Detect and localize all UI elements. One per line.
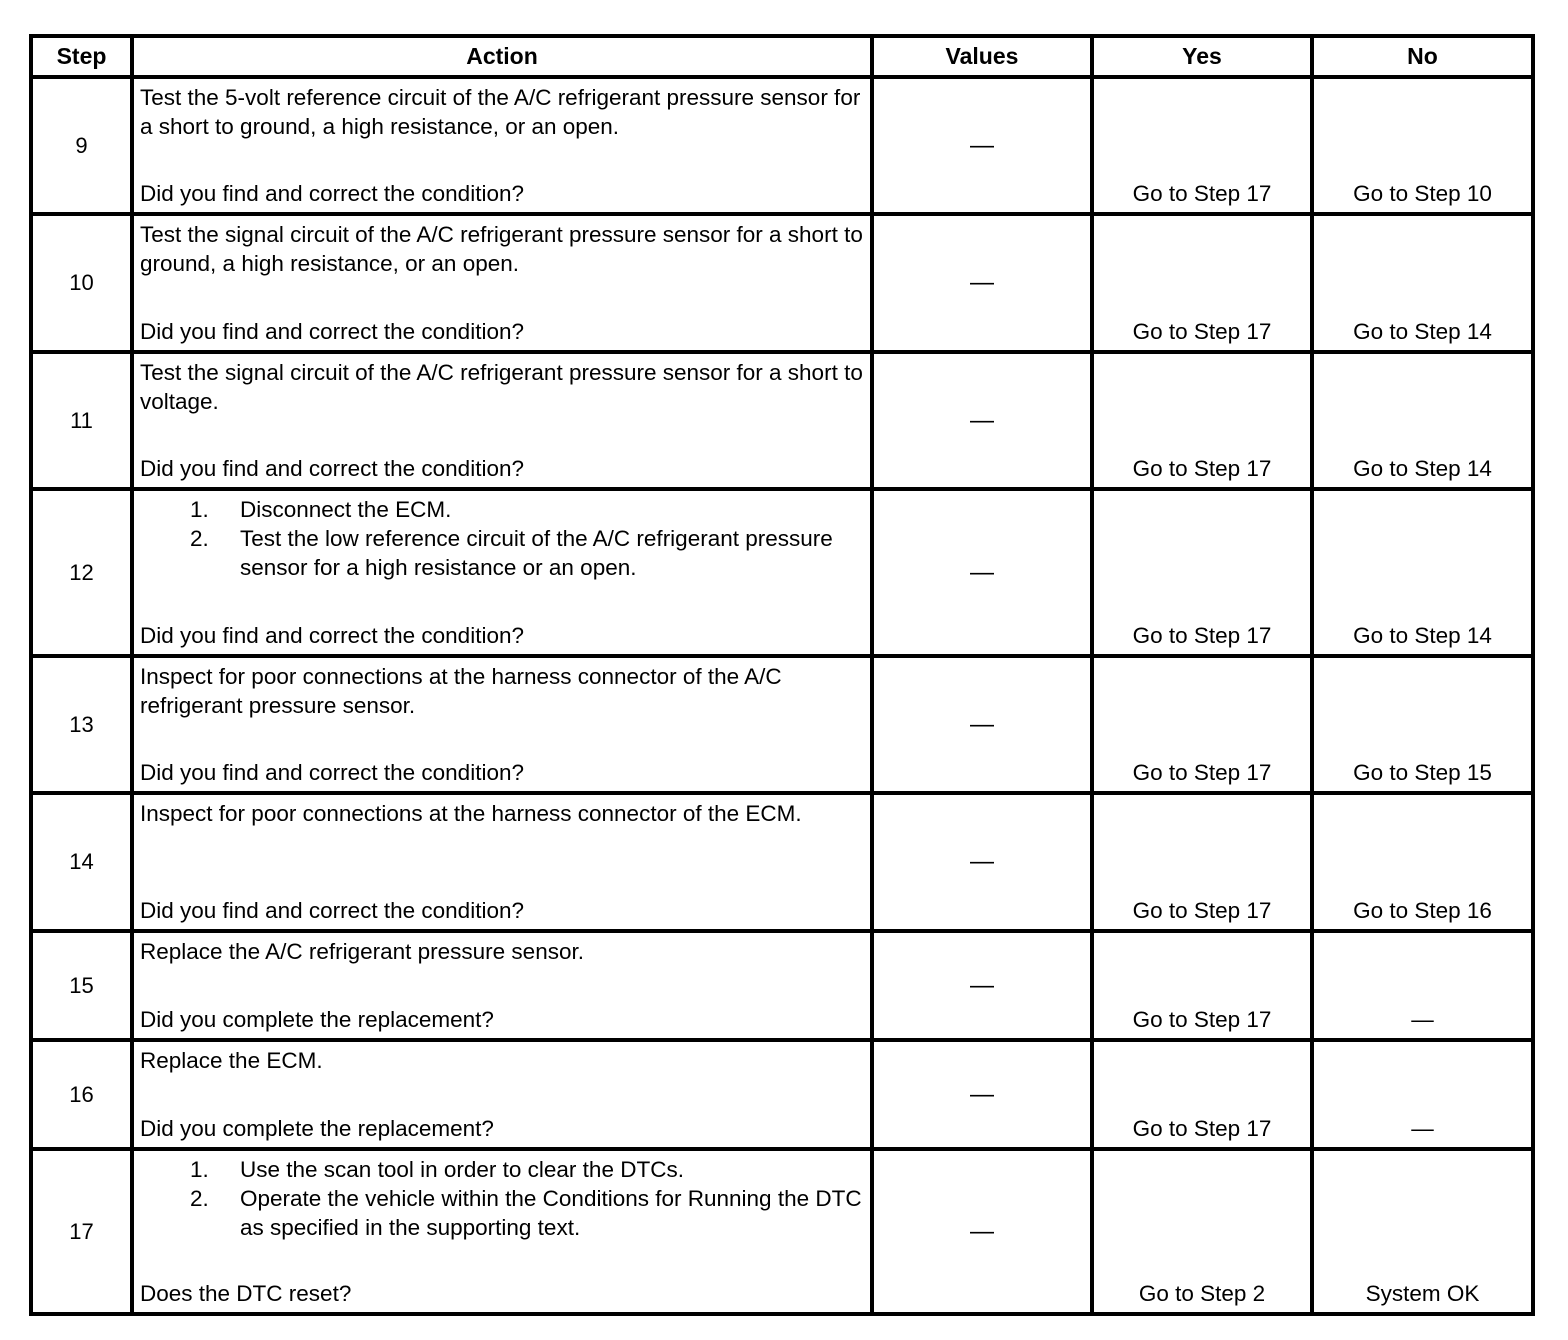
no-cell — [1312, 352, 1533, 489]
list-text: Disconnect the ECM. — [240, 497, 452, 522]
no-cell — [1312, 1040, 1533, 1149]
step-cell — [31, 1040, 132, 1149]
values-cell — [872, 352, 1092, 489]
yes-result: Go to Step 17 — [1132, 623, 1272, 648]
step-number: 16 — [69, 1081, 94, 1107]
action-text: Inspect for poor connections at the harness connector of the A/C refrigerant pressure sensor. — [140, 664, 782, 718]
header-row — [31, 36, 1533, 77]
values-text: — — [970, 848, 994, 875]
list-text: Use the scan tool in order to clear the DTCs. — [240, 1157, 684, 1182]
action-cell — [132, 931, 872, 1040]
table-row — [31, 1149, 1533, 1314]
values-cell — [872, 931, 1092, 1040]
step-cell — [31, 77, 132, 214]
step-number: 15 — [69, 972, 94, 998]
header-action: Action — [132, 36, 872, 77]
list-number: 2. — [190, 1186, 209, 1211]
no-cell — [1312, 793, 1533, 931]
no-cell — [1312, 77, 1533, 214]
no-result: System OK — [1365, 1281, 1480, 1306]
action-cell — [132, 656, 872, 793]
values-cell — [872, 1149, 1092, 1314]
action-cell — [132, 793, 872, 931]
list-number: 1. — [190, 497, 209, 522]
step-number: 10 — [69, 270, 94, 295]
action-cell — [132, 1040, 872, 1149]
action-question: Did you complete the replacement? — [140, 1007, 494, 1032]
list-number: 1. — [190, 1157, 209, 1182]
action-text: Replace the ECM. — [140, 1048, 323, 1073]
header-yes: Yes — [1092, 36, 1312, 77]
step-number: 12 — [69, 559, 94, 585]
action-question: Did you find and correct the condition? — [140, 760, 524, 785]
step-cell — [31, 352, 132, 489]
table-row — [31, 352, 1533, 489]
no-result: Go to Step 15 — [1353, 760, 1492, 785]
no-cell — [1312, 1149, 1533, 1314]
action-question: Did you find and correct the condition? — [140, 181, 524, 206]
action-list — [134, 491, 870, 582]
values-text: — — [970, 710, 994, 738]
yes-cell — [1092, 489, 1312, 656]
yes-result: Go to Step 17 — [1132, 181, 1272, 206]
action-question: Did you find and correct the condition? — [140, 319, 524, 344]
action-list-item — [134, 1155, 870, 1184]
values-text: — — [970, 269, 994, 296]
step-number: 14 — [69, 849, 94, 874]
values-text: — — [970, 131, 994, 159]
no-cell — [1312, 931, 1533, 1040]
values-text: — — [970, 1080, 994, 1108]
action-text: Inspect for poor connections at the harness connector of the ECM. — [140, 801, 802, 826]
yes-cell — [1092, 214, 1312, 352]
action-text: Test the 5-volt reference circuit of the A/C refrigerant pressure sensor for a short to ground, a high resistance, or an open. — [140, 85, 861, 139]
step-cell — [31, 214, 132, 352]
step-number: 17 — [69, 1218, 94, 1244]
yes-cell — [1092, 656, 1312, 793]
step-number: 13 — [69, 711, 94, 737]
action-question: Did you find and correct the condition? — [140, 623, 524, 648]
table-row — [31, 77, 1533, 214]
values-cell — [872, 656, 1092, 793]
step-number: 11 — [70, 407, 93, 433]
yes-result: Go to Step 17 — [1132, 760, 1272, 785]
step-cell — [31, 1149, 132, 1314]
yes-cell — [1092, 77, 1312, 214]
action-text: Test the signal circuit of the A/C refrigerant pressure sensor for a short to ground, a high resistance, or an open. — [140, 222, 863, 276]
action-cell — [132, 489, 872, 656]
list-text: Test the low reference circuit of the A/C refrigerant pressure sensor for a high resistance or an open. — [240, 526, 833, 580]
no-cell — [1312, 489, 1533, 656]
action-list-item — [134, 524, 870, 582]
action-cell — [132, 214, 872, 352]
table-row — [31, 214, 1533, 352]
values-cell — [872, 793, 1092, 931]
values-text: — — [970, 971, 994, 999]
no-result: Go to Step 16 — [1353, 898, 1492, 923]
no-result: Go to Step 10 — [1353, 181, 1492, 206]
no-result: — — [1411, 1116, 1434, 1141]
values-text: — — [970, 1217, 994, 1245]
no-cell — [1312, 656, 1533, 793]
yes-cell — [1092, 793, 1312, 931]
list-number: 2. — [190, 526, 209, 551]
action-list — [134, 1151, 870, 1242]
action-question: Does the DTC reset? — [140, 1281, 352, 1306]
action-list-item — [134, 1184, 870, 1242]
action-question: Did you find and correct the condition? — [140, 898, 524, 923]
step-number: 9 — [75, 132, 88, 158]
header-step: Step — [31, 36, 132, 77]
yes-cell — [1092, 1149, 1312, 1314]
values-text: — — [970, 558, 994, 586]
no-result: Go to Step 14 — [1353, 319, 1492, 344]
table-row — [31, 1040, 1533, 1149]
header-no: No — [1312, 36, 1533, 77]
no-cell — [1312, 214, 1533, 352]
action-cell — [132, 77, 872, 214]
action-question: Did you complete the replacement? — [140, 1116, 494, 1141]
yes-result: Go to Step 17 — [1132, 1116, 1272, 1141]
table-row — [31, 489, 1533, 656]
list-text: Operate the vehicle within the Conditions for Running the DTC as specified in the supporting text. — [240, 1186, 862, 1240]
action-list-item — [134, 495, 870, 524]
yes-cell — [1092, 931, 1312, 1040]
step-cell — [31, 931, 132, 1040]
action-cell — [132, 1149, 872, 1314]
no-result: Go to Step 14 — [1353, 456, 1492, 481]
values-text: — — [970, 406, 994, 434]
yes-result: Go to Step 17 — [1132, 898, 1272, 923]
step-cell — [31, 793, 132, 931]
action-cell — [132, 352, 872, 489]
step-cell — [31, 489, 132, 656]
step-cell — [31, 656, 132, 793]
values-cell — [872, 489, 1092, 656]
diagnostic-table — [29, 34, 1535, 1316]
yes-result: Go to Step 17 — [1132, 1007, 1272, 1032]
yes-result: Go to Step 17 — [1132, 456, 1272, 481]
yes-cell — [1092, 352, 1312, 489]
action-text: Replace the A/C refrigerant pressure sensor. — [140, 939, 584, 964]
table-row — [31, 793, 1533, 931]
table-row — [31, 656, 1533, 793]
values-cell — [872, 77, 1092, 214]
values-cell — [872, 1040, 1092, 1149]
no-result: Go to Step 14 — [1353, 623, 1492, 648]
yes-result: Go to Step 17 — [1132, 319, 1272, 344]
action-text: Test the signal circuit of the A/C refrigerant pressure sensor for a short to voltage. — [140, 360, 863, 414]
yes-cell — [1092, 1040, 1312, 1149]
values-cell — [872, 214, 1092, 352]
header-values: Values — [872, 36, 1092, 77]
yes-result: Go to Step 2 — [1138, 1281, 1266, 1306]
action-question: Did you find and correct the condition? — [140, 456, 524, 481]
no-result: — — [1411, 1007, 1434, 1032]
table-row — [31, 931, 1533, 1040]
